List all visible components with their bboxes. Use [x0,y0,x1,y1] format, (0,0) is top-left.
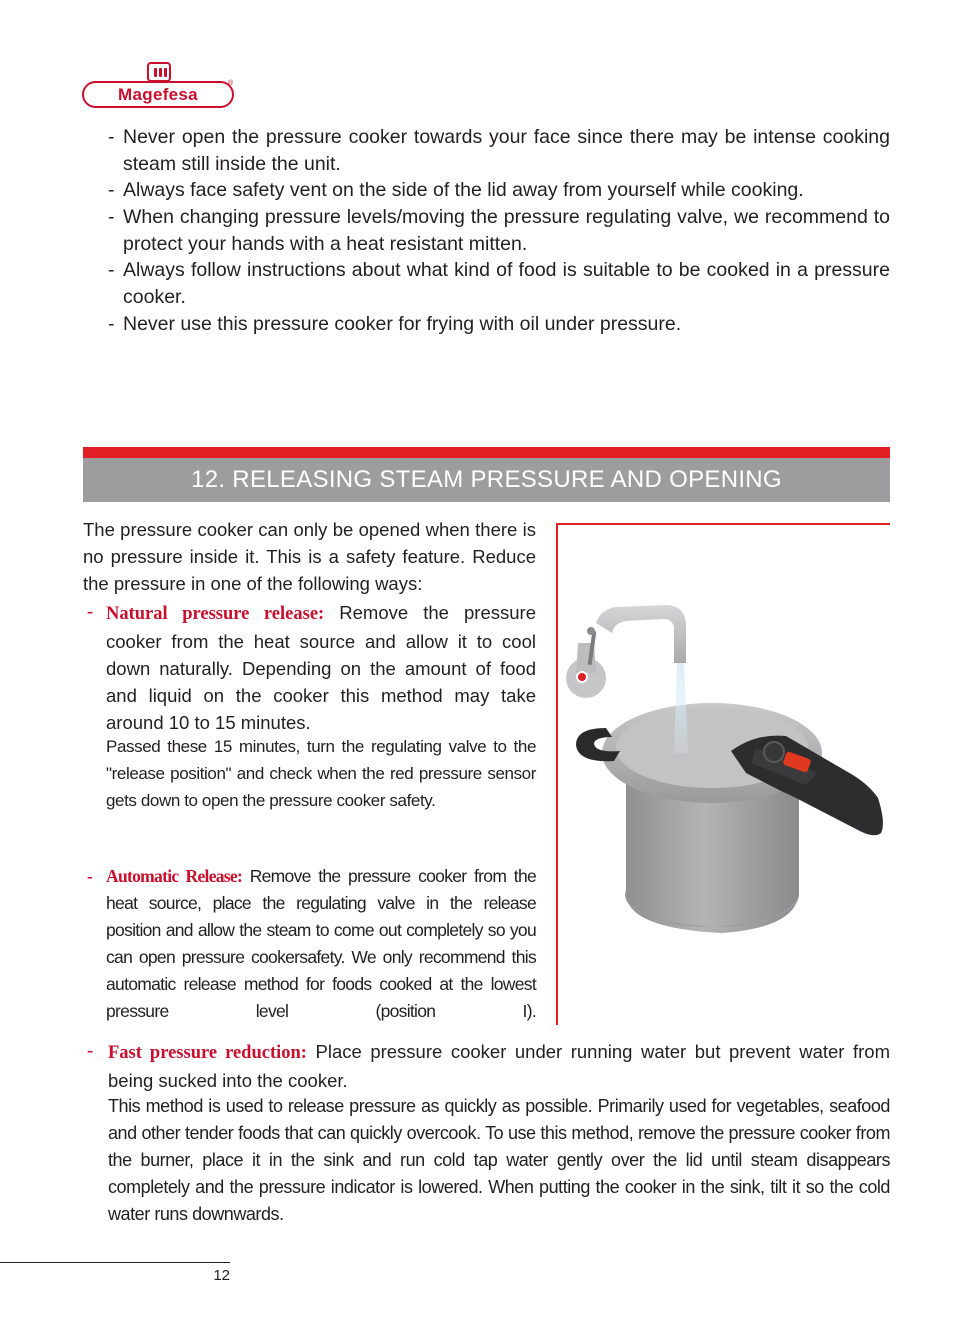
natural-release-item: - Natural pressure release: Remove the pressure cooker from the heat source and allow it to cool down naturally. Depending on the amount of food and liquid on the cooker this method may take around 10 to 15 minutes. [87,602,536,733]
safety-bullet: - Never open the pressure cooker towards your face since there may be intense cooking steam still inside the unit. [108,124,890,177]
fast-reduction-text: Place pressure cooker under running water but prevent water from being sucked into the cooker. [108,1041,890,1091]
automatic-release-item: - Automatic Release: Remove the pressure cooker from the heat source, place the regulating valve in the release position and allow the steam to come out completely so you can open pressure cookersafety. We only recommend this automatic release method for foods cooked at the lowest pressure level (position I). [87,866,537,1021]
pressure-cooker-illustration [556,523,890,1025]
footer-rule [0,1262,230,1263]
safety-bullet-text: Always follow instructions about what kind of food is suitable to be cooked in a pressure cooker. [123,259,890,308]
natural-release-label: Natural pressure release: [106,604,325,624]
section-banner-accent [83,447,890,458]
intro-paragraph: The pressure cooker can only be opened when there is no pressure inside it. This is a safety feature. Reduce the pressure in one of the following ways: [83,519,536,594]
logo-badge-icon [147,62,171,82]
safety-bullet: - Always face safety vent on the side of the lid away from yourself while cooking. [108,177,890,204]
logo-text: Magefesa [118,85,198,104]
safety-bullet-text: Never open the pressure cooker towards your face since there may be intense cooking steam still inside the unit. [123,126,890,175]
fast-reduction-note: This method is used to release pressure as quickly as possible. Primarily used for vegetables, seafood and other tender foods that can quickly overcook. To use this method, remove the pressure cooker from the burner, place it in the sink and run cold tap water gently over the lid until steam disappears completely and the pressure indicator is lowered. When putting the cooker in the sink, tilt it so the cold water runs downwards. [108,1096,890,1224]
pressure-cooker-figure [556,523,890,1025]
page-number: 12 [213,1267,230,1284]
safety-bullet-text: Never use this pressure cooker for frying with oil under pressure. [123,313,682,335]
safety-bullet-text: When changing pressure levels/moving the pressure regulating valve, we recommend to protect your hands with a heat resistant mitten. [123,206,890,255]
natural-release-note: Passed these 15 minutes, turn the regulating valve to the "release position" and check when the red pressure sensor gets down to open the pressure cooker safety. [106,737,536,810]
safety-bullet: - When changing pressure levels/moving the pressure regulating valve, we recommend to protect your hands with a heat resistant mitten. [108,204,890,257]
automatic-release-label: Automatic Release: [106,866,243,886]
fast-reduction-label: Fast pressure reduction: [108,1043,307,1063]
safety-bullet: - Never use this pressure cooker for frying with oil under pressure. [108,311,890,338]
fast-reduction-item: - Fast pressure reduction: Place pressure cooker under running water but prevent water from being sucked into the cooker. [87,1041,890,1091]
automatic-release-text: Remove the pressure cooker from the heat source, place the regulating valve in the release position and allow the steam to come out completely so you can open pressure cookersafety. We only recommend this automatic release method for foods cooked at the lowest pressure level (position I). [106,866,537,1021]
safety-bullet: - Always follow instructions about what kind of food is suitable to be cooked in a pressure cooker. [108,257,890,310]
magefesa-logo [80,62,238,110]
safety-bullet-text: Always face safety vent on the side of the lid away from yourself while cooking. [123,179,804,201]
section-title: 12. RELEASING STEAM PRESSURE AND OPENING [191,466,782,493]
registered-mark: ® [228,80,234,87]
natural-release-text: Remove the pressure cooker from the heat source and allow it to cool down naturally. Depending on the amount of food and liquid on the cooker this method may take around 10 to 15 minutes. [106,602,536,733]
logo-wordmark [82,81,234,108]
